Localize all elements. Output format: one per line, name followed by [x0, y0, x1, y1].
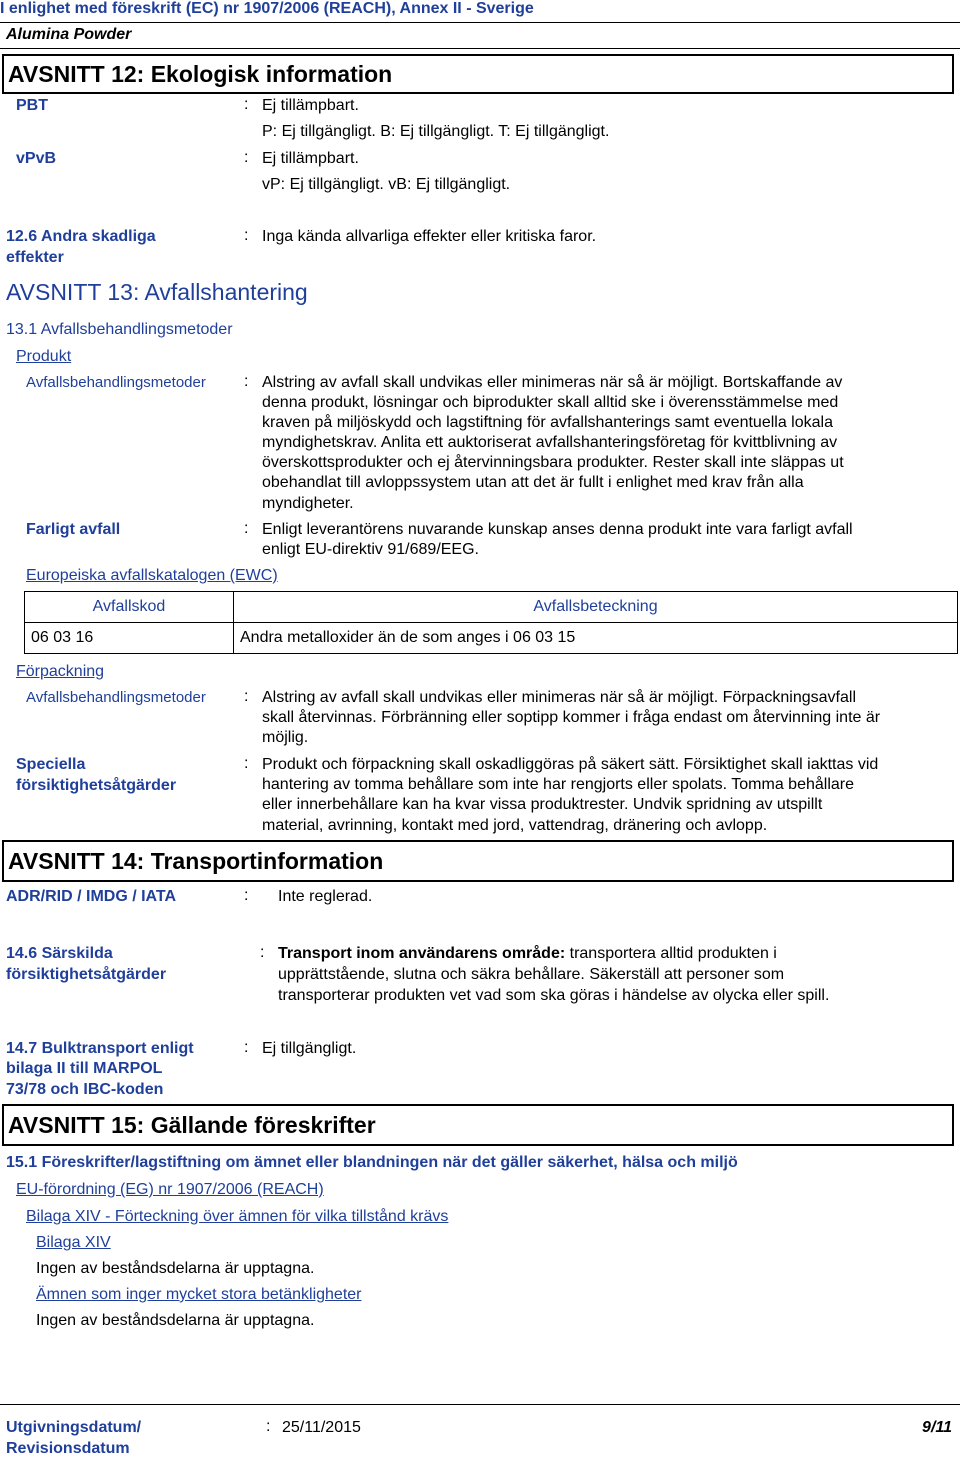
pack-method-line: möjlig. — [262, 729, 309, 746]
pbt-value: Ej tillämpbart. — [262, 97, 359, 114]
method-line: myndigheter. — [262, 495, 354, 512]
transport-special-label-1: 14.6 Särskilda — [6, 945, 113, 962]
method-label: Avfallsbehandlingsmetoder — [26, 374, 206, 391]
transport-special-line-1 — [278, 944, 777, 964]
footer-rule — [0, 1404, 960, 1405]
ewc-description: Andra metalloxider än de som anges i 06 03 15 — [234, 623, 958, 654]
ewc-header-code: Avfallskod — [25, 592, 234, 623]
hazard-label: Farligt avfall — [26, 521, 121, 538]
bulk-label-1: 14.7 Bulktransport enligt — [6, 1040, 194, 1057]
transport-special-bold: Transport inom användarens område: — [278, 945, 566, 962]
pack-heading: Förpackning — [16, 663, 105, 680]
bulk-label-3: 73/78 och IBC-koden — [6, 1081, 164, 1098]
header-rule — [0, 22, 960, 23]
footer-label-1: Utgivningsdatum/ — [6, 1419, 142, 1436]
pbt-label: PBT — [16, 97, 48, 114]
special-line: hantering av tomma behållare som inte har rengjorts eller spolats. Tomma behållare — [262, 776, 855, 793]
colon: : — [244, 96, 249, 113]
transport-special-rest: transportera alltid produkten i — [565, 945, 777, 962]
vpvb-value: Ej tillämpbart. — [262, 150, 359, 167]
ewc-title: Europeiska avfallskatalogen (EWC) — [26, 567, 278, 584]
transport-special-label-2: försiktighetsåtgärder — [6, 966, 167, 983]
colon: : — [244, 520, 249, 537]
section-15-1-title: 15.1 Föreskrifter/lagstiftning om ämnet eller blandningen när det gäller säkerhet, hälsa och miljö — [6, 1154, 738, 1171]
method-line: myndighetskrav. Anlita ett auktoriserat avfallshanteringsföretag för kvittblivning av — [262, 434, 838, 451]
colon: : — [266, 1418, 271, 1435]
annex-xiv-heading: Bilaga XIV - Förteckning över ämnen för vilka tillstånd krävs — [26, 1208, 449, 1225]
svhc-heading: Ämnen som inger mycket stora betänkligheter — [36, 1286, 362, 1303]
bulk-label-2: bilaga II till MARPOL — [6, 1060, 163, 1077]
footer-date: 25/11/2015 — [282, 1419, 361, 1436]
other-effects-value: Inga kända allvarliga effekter eller kritiska faror. — [262, 228, 597, 245]
pack-method-line: skall återvinnas. Förbränning eller soptipp kommer i fråga endast om återvinning inte är — [262, 709, 881, 726]
produkt-heading: Produkt — [16, 348, 72, 365]
adr-label: ADR/RID / IMDG / IATA — [6, 888, 177, 905]
colon: : — [244, 755, 249, 772]
colon: : — [244, 688, 249, 705]
special-line: Produkt och förpackning skall oskadliggöras på säkert sätt. Försiktighet skall iakttas vid — [262, 756, 879, 773]
ewc-code: 06 03 16 — [25, 623, 234, 654]
method-line: överskottsprodukter och ej återvinningsbara produkter. Rester skall inte släppas ut — [262, 454, 844, 471]
method-line: obehandlat till avloppssystem utan att det är fullt i enlighet med krav från alla — [262, 474, 804, 491]
page-number: 9/11 — [922, 1419, 952, 1436]
header-rule-2 — [0, 48, 960, 49]
ewc-header-description: Avfallsbeteckning — [234, 592, 958, 623]
vpvb-detail: vP: Ej tillgängligt. vB: Ej tillgängligt. — [262, 176, 511, 193]
method-line: Alstring av avfall skall undvikas eller minimeras när så är möjligt. Bortskaffande av — [262, 374, 843, 391]
colon: : — [244, 227, 249, 244]
colon: : — [244, 1039, 249, 1056]
reach-heading: EU-förordning (EG) nr 1907/2006 (REACH) — [16, 1181, 324, 1198]
ewc-table — [24, 591, 958, 654]
pack-method-label: Avfallsbehandlingsmetoder — [26, 689, 206, 706]
section-14-title: AVSNITT 14: Transportinformation — [2, 840, 954, 882]
special-label-2: försiktighetsåtgärder — [16, 777, 177, 794]
section-15-title: AVSNITT 15: Gällande föreskrifter — [2, 1104, 954, 1146]
section-12-title: AVSNITT 12: Ekologisk information — [2, 54, 954, 94]
other-effects-label-2: effekter — [6, 249, 64, 266]
transport-special-line-2: upprättstående, slutna och säkra behållare. Säkerställ att personer som — [278, 966, 785, 983]
section-13-title: AVSNITT 13: Avfallshantering — [6, 279, 308, 305]
bulk-value: Ej tillgängligt. — [262, 1040, 357, 1057]
annex-xiv-text: Ingen av beståndsdelarna är upptagna. — [36, 1260, 315, 1277]
colon: : — [244, 887, 249, 904]
vpvb-label: vPvB — [16, 150, 57, 167]
pack-method-line: Alstring av avfall skall undvikas eller minimeras när så är möjligt. Förpackningsavfall — [262, 689, 857, 706]
colon: : — [244, 149, 249, 166]
section-13-1-title: 13.1 Avfallsbehandlingsmetoder — [6, 321, 233, 338]
annex-xiv-subheading: Bilaga XIV — [36, 1234, 111, 1251]
hazard-line: Enligt leverantörens nuvarande kunskap anses denna produkt inte vara farligt avfall — [262, 521, 853, 538]
other-effects-label-1: 12.6 Andra skadliga — [6, 228, 156, 245]
method-line: denna produkt, lösningar och biprodukter skall alltid ske i överensstämmelse med — [262, 394, 839, 411]
colon: : — [260, 944, 265, 961]
colon: : — [244, 373, 249, 390]
hazard-line: enligt EU-direktiv 91/689/EEG. — [262, 541, 479, 558]
footer-label-2: Revisionsdatum — [6, 1440, 130, 1457]
special-line: eller innerbehållare kan ha kvar vissa produktrester. Undvik spridning av utspillt — [262, 796, 823, 813]
product-name: Alumina Powder — [6, 26, 132, 43]
method-line: kraven på miljöskydd och lagstiftning för avfallshanterings samt eventuella lokala — [262, 414, 833, 431]
svhc-text: Ingen av beståndsdelarna är upptagna. — [36, 1312, 315, 1329]
transport-special-line-3: transporterar produkten vet vad som ska göras i händelse av olycka eller spill. — [278, 987, 830, 1004]
adr-value: Inte reglerad. — [278, 888, 373, 905]
special-label-1: Speciella — [16, 756, 86, 773]
pbt-detail: P: Ej tillgängligt. B: Ej tillgängligt. T: Ej tillgängligt. — [262, 123, 610, 140]
table-row — [25, 623, 958, 654]
document-banner: I enlighet med föreskrift (EC) nr 1907/2006 (REACH), Annex II - Sverige — [0, 0, 534, 17]
special-line: material, avrinning, kontakt med jord, vattendrag, dränering och avlopp. — [262, 817, 768, 834]
